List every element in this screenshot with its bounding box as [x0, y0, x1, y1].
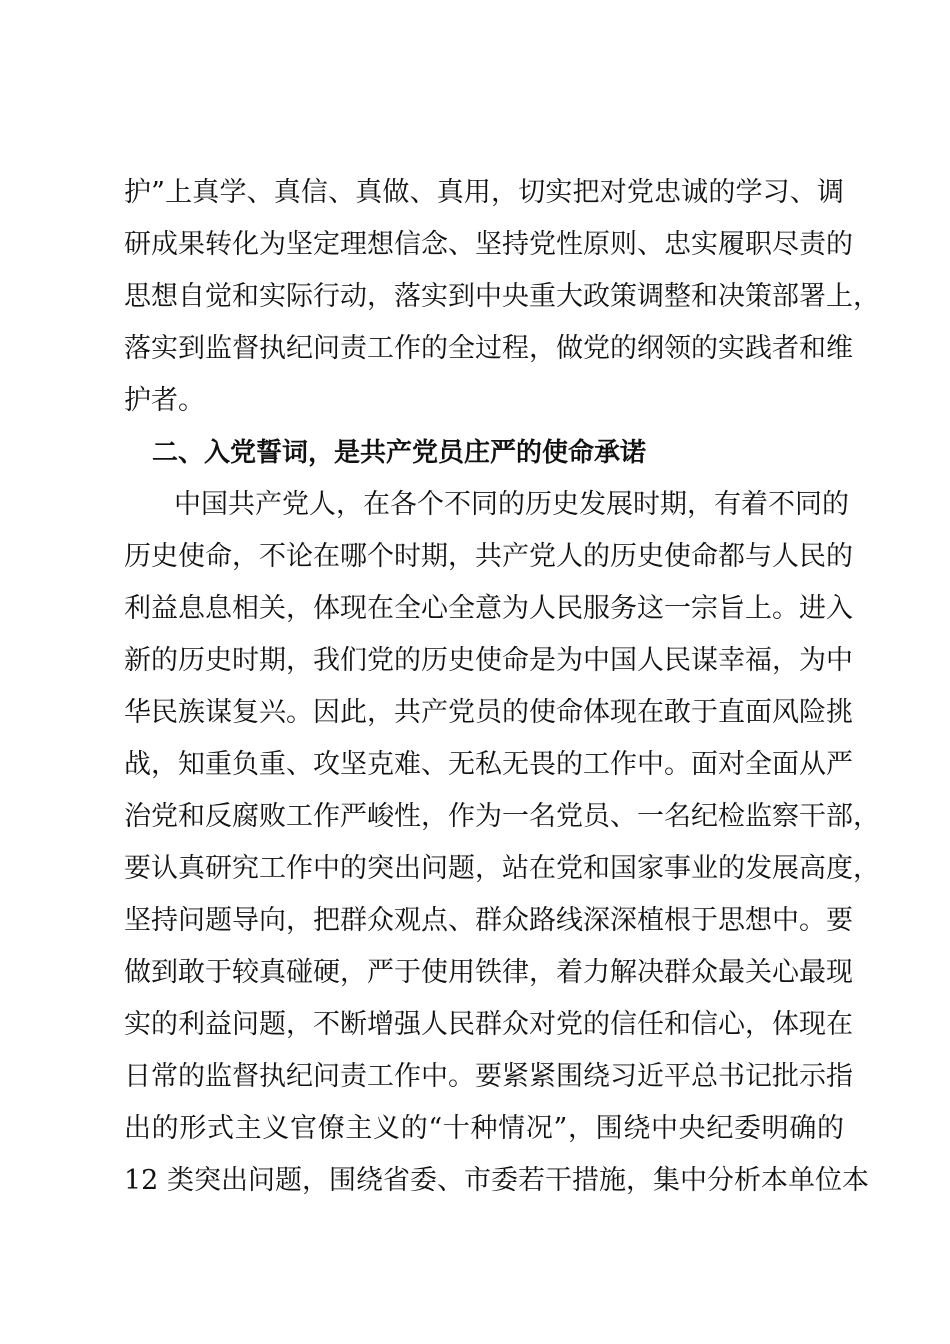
paragraph-line: 利益息息相关，体现在全心全意为人民服务这一宗旨上。进入 — [124, 593, 853, 624]
paragraph-continued — [124, 167, 880, 427]
paragraph-line: 战，知重负重、攻坚克难、无私无畏的工作中。面对全面从严 — [124, 749, 853, 780]
document-body — [124, 167, 880, 1207]
section-heading: 二、入党誓词，是共产党员庄严的使命承诺 — [152, 438, 647, 468]
paragraph-line: 做到敢于较真碰硬，严于使用铁律，着力解决群众最关心最现 — [124, 957, 853, 988]
paragraph-line: 新的历史时期，我们党的历史使命是为中国人民谋幸福，为中 — [124, 645, 853, 676]
paragraph-line: 思想自觉和实际行动，落实到中央重大政策调整和决策部署上， — [124, 281, 880, 312]
paragraph-line: 日常的监督执纪问责工作中。要紧紧围绕习近平总书记批示指 — [124, 1061, 853, 1092]
paragraph-line: 研成果转化为坚定理想信念、坚持党性原则、忠实履职尽责的 — [124, 229, 853, 260]
paragraph-line: 要认真研究工作中的突出问题，站在党和国家事业的发展高度， — [124, 853, 880, 884]
paragraph-mission — [124, 479, 880, 1207]
paragraph-line: 华民族谋复兴。因此，共产党员的使命体现在敢于直面风险挑 — [124, 697, 853, 728]
paragraph-line: 实的利益问题，不断增强人民群众对党的信任和信心，体现在 — [124, 1009, 853, 1040]
paragraph-line: 落实到监督执纪问责工作的全过程，做党的纲领的实践者和维 — [124, 333, 853, 364]
paragraph-line: 历史使命，不论在哪个时期，共产党人的历史使命都与人民的 — [124, 541, 853, 572]
paragraph-line: 坚持问题导向，把群众观点、群众路线深深植根于思想中。要 — [124, 905, 853, 936]
paragraph-line: 中国共产党人，在各个不同的历史发展时期，有着不同的 — [174, 489, 849, 520]
paragraph-line: 12 类突出问题，围绕省委、市委若干措施，集中分析本单位本 — [124, 1165, 869, 1196]
paragraph-line: 护者。 — [124, 385, 205, 416]
paragraph-line: 治党和反腐败工作严峻性，作为一名党员、一名纪检监察干部， — [124, 801, 880, 832]
paragraph-line: 护”上真学、真信、真做、真用，切实把对党忠诚的学习、调 — [124, 177, 844, 208]
paragraph-line: 出的形式主义官僚主义的“十种情况”，围绕中央纪委明确的 — [124, 1113, 844, 1144]
